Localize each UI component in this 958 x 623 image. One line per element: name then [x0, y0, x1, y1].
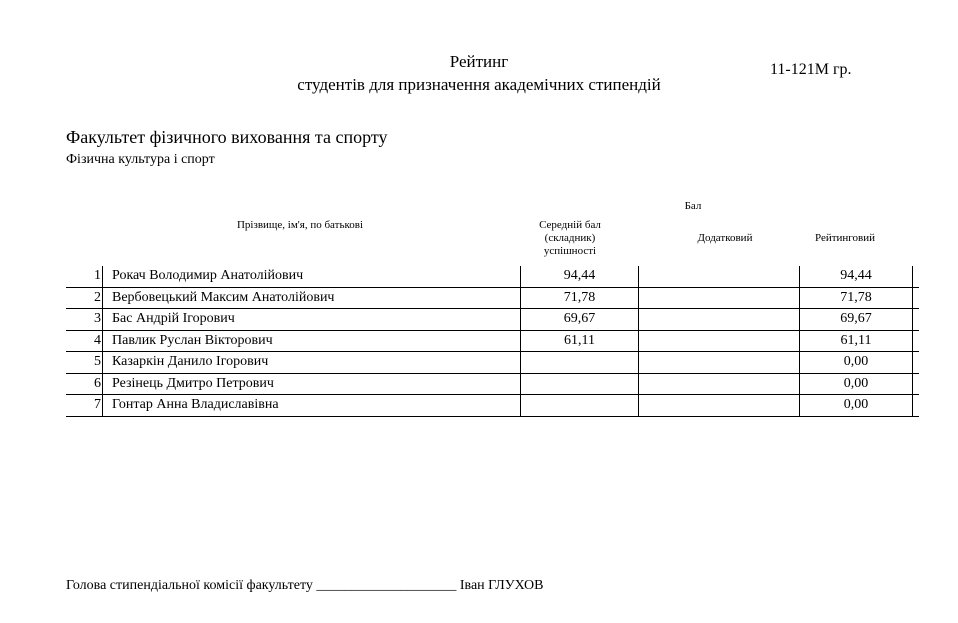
row-number: 4 [66, 330, 103, 352]
row-number: 3 [66, 309, 103, 331]
rating-score: 61,11 [800, 330, 913, 352]
average-score: 94,44 [521, 266, 639, 287]
average-score: 69,67 [521, 309, 639, 331]
student-name: Казаркін Данило Ігорович [103, 352, 521, 374]
student-name: Вербовецький Максим Анатолійович [103, 287, 521, 309]
table-row [66, 266, 919, 287]
student-name: Бас Андрій Ігорович [103, 309, 521, 331]
table-row [66, 352, 919, 374]
column-group-header-bal: Бал [684, 200, 702, 212]
row-number: 5 [66, 352, 103, 374]
row-tail [913, 309, 920, 331]
rating-score: 71,78 [800, 287, 913, 309]
group-label: 11-121М гр. [770, 61, 852, 78]
row-tail [913, 266, 920, 287]
rating-score: 0,00 [800, 352, 913, 374]
additional-score [639, 309, 800, 331]
rating-score: 69,67 [800, 309, 913, 331]
additional-score [639, 352, 800, 374]
table-row [66, 309, 919, 331]
rating-score: 0,00 [800, 395, 913, 417]
row-tail [913, 352, 920, 374]
document-subtitle: студентів для призначення академічних стипендій [297, 75, 661, 94]
row-tail [913, 373, 920, 395]
student-name: Павлик Руслан Вікторович [103, 330, 521, 352]
additional-score [639, 266, 800, 287]
row-tail [913, 330, 920, 352]
average-score [521, 373, 639, 395]
row-tail [913, 287, 920, 309]
document-title: Рейтинг [449, 52, 509, 71]
specialty-name: Фізична культура і спорт [66, 152, 215, 167]
signature-line: Голова стипендіальної комісії факультету ____________________ Іван ГЛУХОВ [66, 578, 544, 593]
row-number: 6 [66, 373, 103, 395]
additional-score [639, 395, 800, 417]
average-score: 71,78 [521, 287, 639, 309]
rating-score: 94,44 [800, 266, 913, 287]
column-header-additional: Додатковий [697, 232, 753, 244]
column-header-average: Середній бал (складник) успішності [539, 219, 601, 257]
average-score: 61,11 [521, 330, 639, 352]
additional-score [639, 373, 800, 395]
table-row [66, 395, 919, 417]
column-header-name: Прізвище, ім'я, по батькові [236, 219, 364, 231]
row-number: 1 [66, 266, 103, 287]
student-name: Резінець Дмитро Петрович [103, 373, 521, 395]
additional-score [639, 287, 800, 309]
table-row [66, 373, 919, 395]
rating-table [66, 266, 919, 417]
average-score [521, 395, 639, 417]
table-row [66, 287, 919, 309]
rating-score: 0,00 [800, 373, 913, 395]
student-name: Рокач Володимир Анатолійович [103, 266, 521, 287]
row-number: 2 [66, 287, 103, 309]
table-row [66, 330, 919, 352]
additional-score [639, 330, 800, 352]
row-tail [913, 395, 920, 417]
row-number: 7 [66, 395, 103, 417]
student-name: Гонтар Анна Владиславівна [103, 395, 521, 417]
average-score [521, 352, 639, 374]
column-header-rating: Рейтинговий [814, 232, 876, 244]
faculty-name: Факультет фізичного виховання та спорту [66, 127, 388, 147]
